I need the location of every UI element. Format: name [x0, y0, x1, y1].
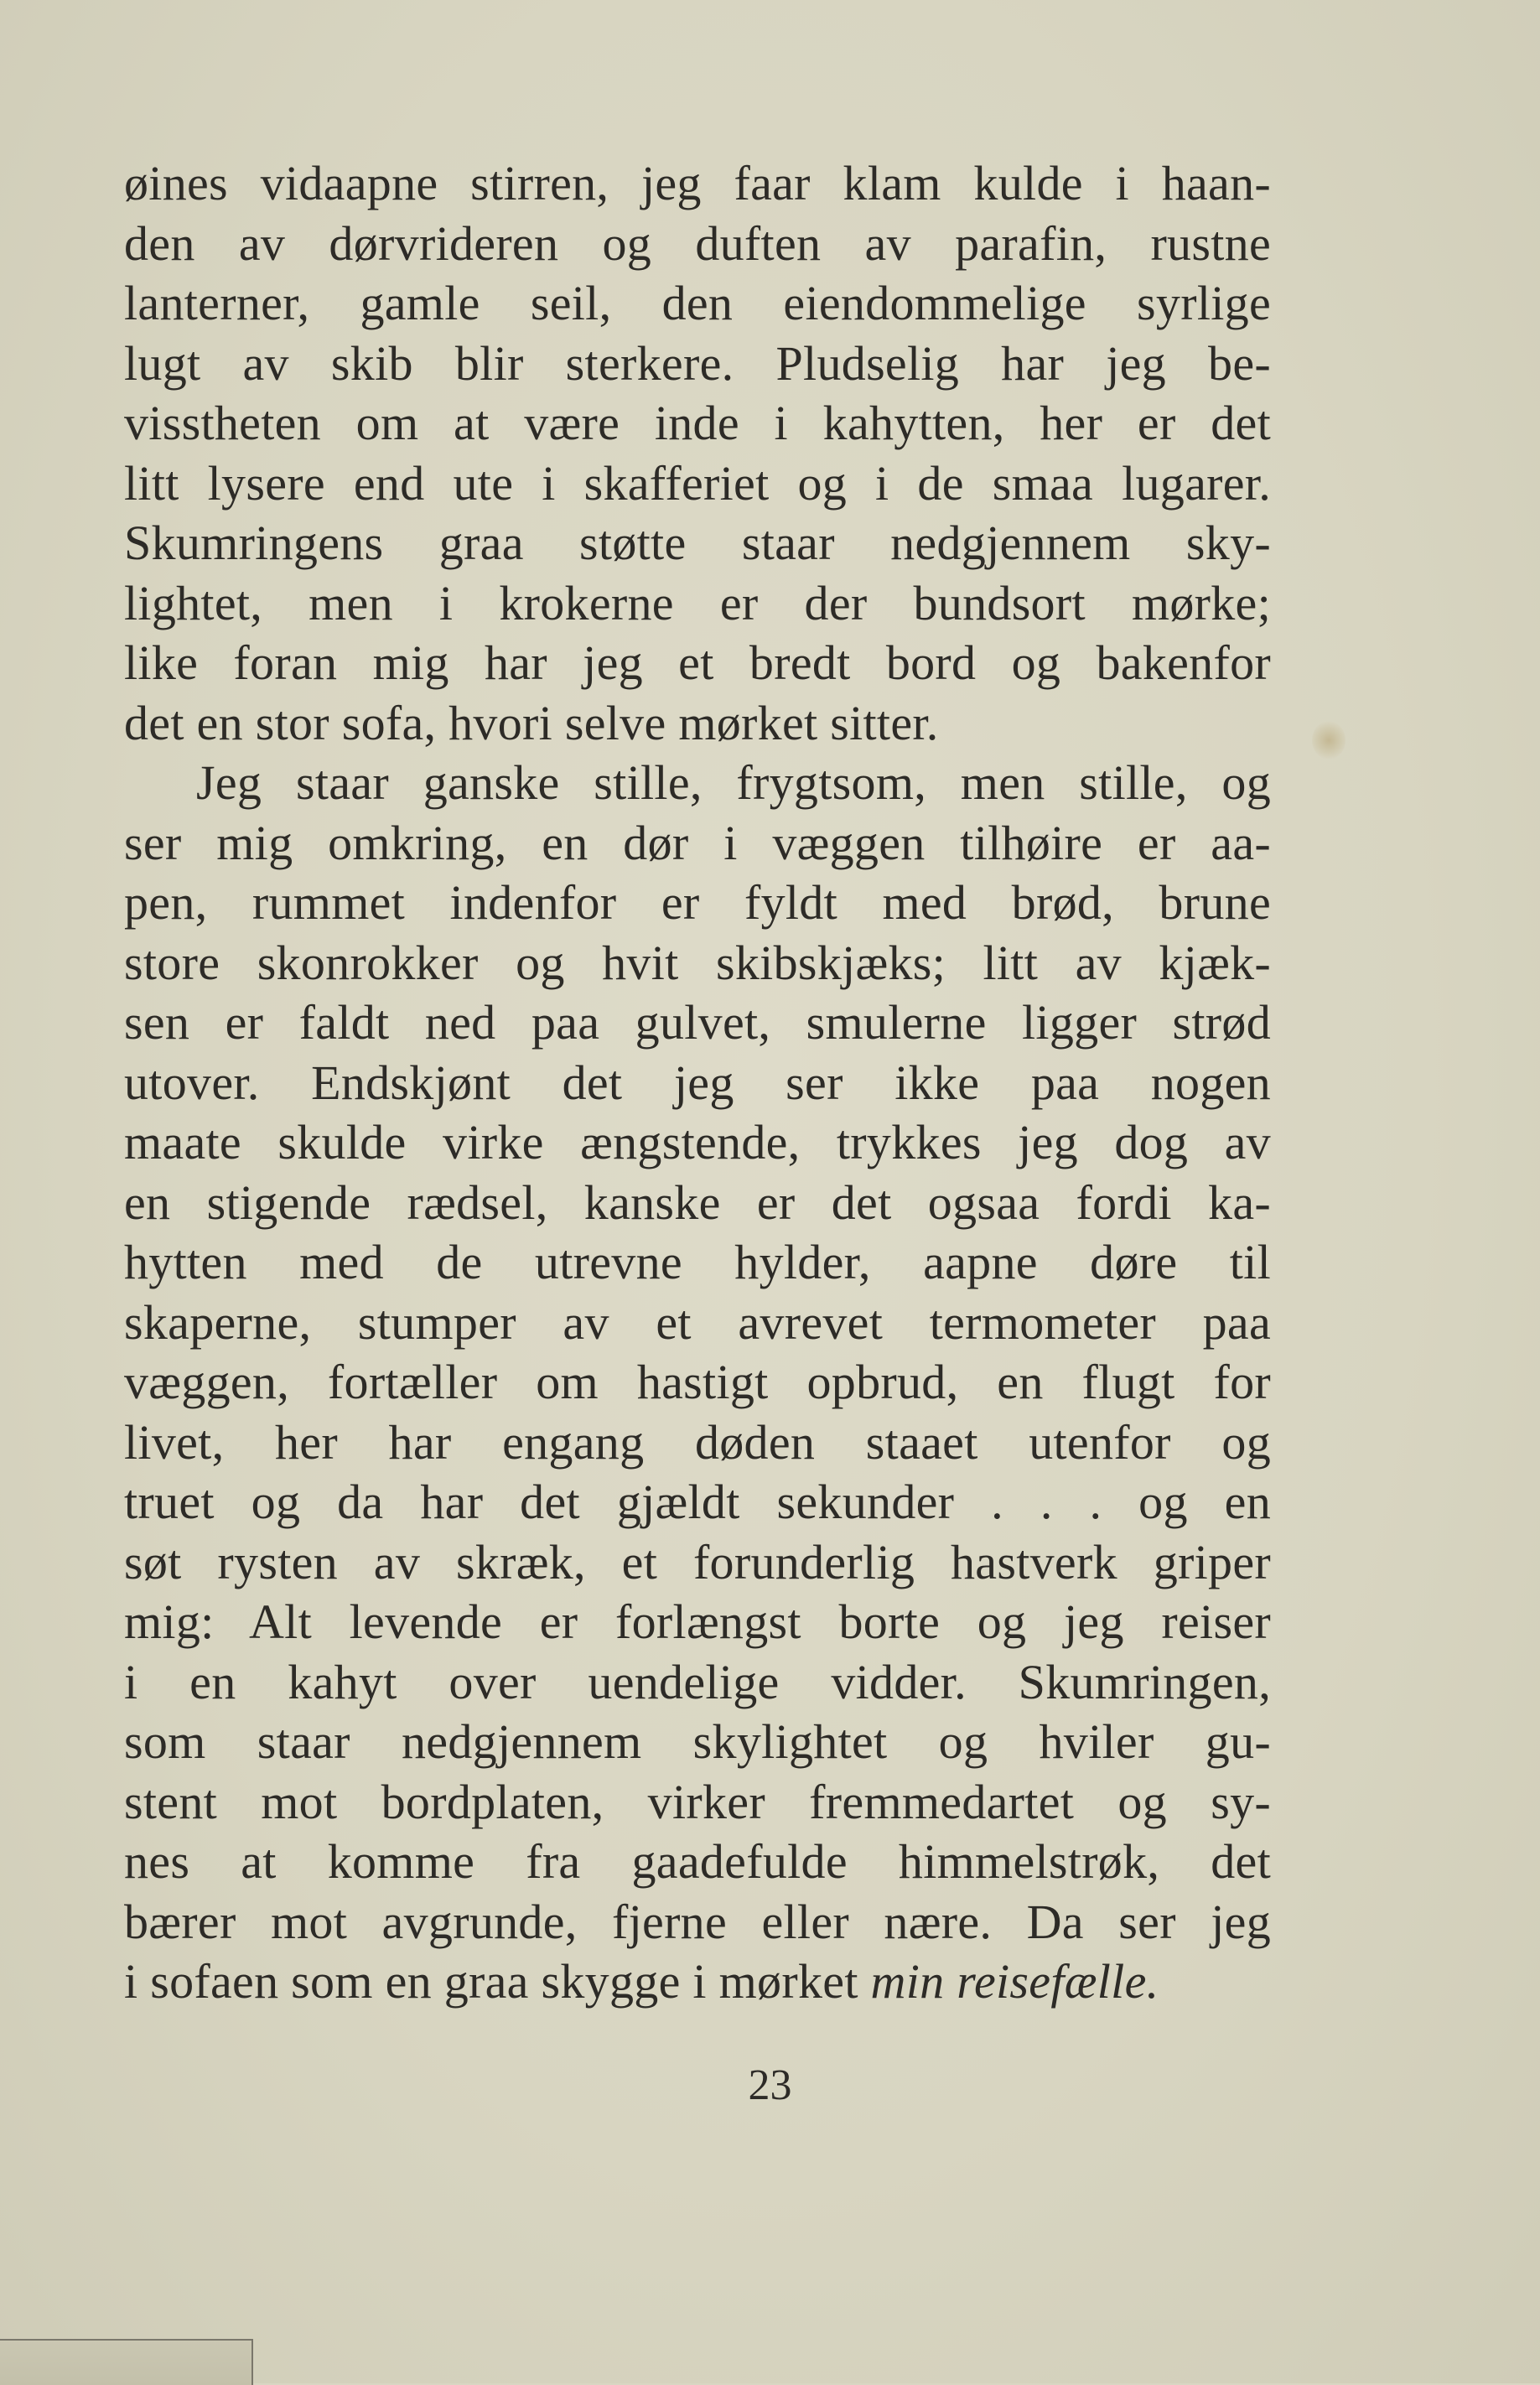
text-line: visstheten om at være inde i kahytten, her er det	[124, 396, 1271, 450]
text-line: lanterner, gamle seil, den eiendommelige syrlige	[124, 276, 1271, 330]
text-line: øines vidaapne stirren, jeg faar klam kulde i haan-	[124, 156, 1271, 210]
body-text	[124, 153, 1298, 2012]
text-line: ser mig omkring, en dør i væggen tilhøire er aa-	[124, 815, 1271, 870]
text-line: som staar nedgjennem skylightet og hviler gu-	[124, 1714, 1271, 1769]
text-line-final	[124, 1952, 1298, 2012]
text-line: store skonrokker og hvit skibskjæks; litt av kjæk-	[124, 935, 1271, 990]
text-line: skaperne, stumper av et avrevet termometer paa	[124, 1294, 1271, 1350]
text-line: bærer mot avgrunde, fjerne eller nære. Da ser jeg	[124, 1894, 1271, 1949]
text-line: pen, rummet indenfor er fyldt med brød, brune	[124, 875, 1271, 930]
text-line: en stigende rædsel, kanske er det ogsaa fordi ka-	[124, 1174, 1271, 1230]
text-line: Skumringens graa støtte staar nedgjennem sky-	[124, 516, 1271, 570]
text-line: hytten med de utrevne hylder, aapne døre til	[124, 1235, 1271, 1289]
text-line: sen er faldt ned paa gulvet, smulerne ligger strød	[124, 995, 1271, 1050]
text-line: Jeg staar ganske stille, frygtsom, men stille, og	[196, 755, 1271, 810]
text-line: stent mot bordplaten, virker fremmedartet og sy-	[124, 1774, 1271, 1829]
text-line: søt rysten av skræk, et forunderlig hastverk griper	[124, 1534, 1271, 1589]
paper-stain	[1312, 721, 1346, 760]
text-line: det en stor sofa, hvori selve mørket sitter.	[124, 695, 939, 750]
text-line-final-roman: i sofaen som en graa skygge i mørket	[124, 1954, 858, 2009]
text-line: truet og da har det gjældt sekunder . . . og en	[124, 1475, 1271, 1529]
text-line: nes at komme fra gaadefulde himmelstrøk, det	[124, 1834, 1271, 1889]
page-edge-mark	[0, 2339, 253, 2385]
text-line: væggen, fortæller om hastigt opbrud, en flugt for	[124, 1355, 1271, 1409]
text-line: lightet, men i krokerne er der bundsort mørke;	[124, 575, 1271, 630]
text-line: i en kahyt over uendelige vidder. Skumringen,	[124, 1654, 1271, 1709]
text-line: livet, her har engang døden staaet utenfor og	[124, 1414, 1271, 1470]
text-line: den av dørvrideren og duften av parafin, rustne	[124, 215, 1271, 271]
text-line: lugt av skib blir sterkere. Pludselig har jeg be-	[124, 335, 1271, 391]
text-line: utover. Endskjønt det jeg ser ikke paa nogen	[124, 1055, 1271, 1110]
text-line: like foran mig har jeg et bredt bord og bakenfor	[124, 635, 1271, 690]
text-line: mig: Alt levende er forlængst borte og jeg reiser	[124, 1594, 1271, 1649]
text-line: litt lysere end ute i skafferiet og i de smaa lugarer.	[124, 455, 1271, 511]
text-line: maate skulde virke ængstende, trykkes jeg dog av	[124, 1115, 1271, 1169]
page-number: 23	[748, 2061, 792, 2109]
italic-phrase: min reisefælle.	[870, 1954, 1159, 2009]
